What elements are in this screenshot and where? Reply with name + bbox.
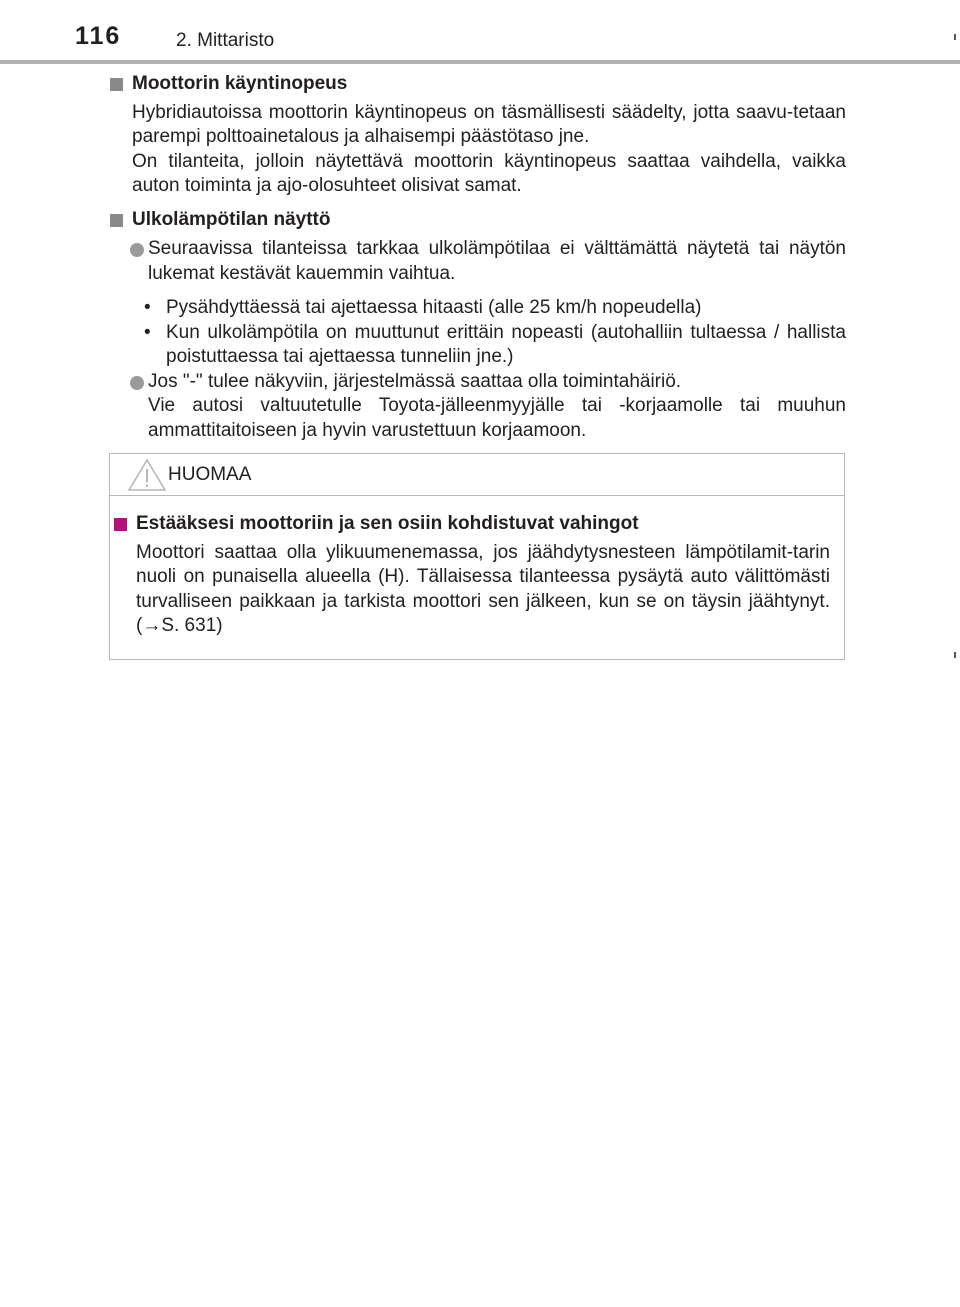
notice-body bbox=[114, 512, 830, 639]
main-content bbox=[110, 72, 846, 443]
sub-list-item: • Pysähdyttäessä tai ajettaessa hitaasti (alle 25 km/h nopeudella) bbox=[144, 297, 702, 318]
paragraph: On tilanteita, jolloin näytettävä moottorin käyntinopeus saattaa vaihdella, vaikka auton toiminta ja ajo-olosuhteet olisivat samat. bbox=[132, 150, 846, 196]
warning-triangle-icon bbox=[127, 458, 167, 492]
section-marker-icon bbox=[110, 78, 123, 91]
notice-header bbox=[110, 454, 844, 496]
bullet-dot-icon bbox=[130, 376, 144, 390]
crop-mark-bottom bbox=[954, 652, 956, 658]
notice-heading: Estääksesi moottoriin ja sen osiin kohdistuvat vahingot bbox=[114, 512, 830, 537]
bullet-item: Seuraavissa tilanteissa tarkkaa ulkolämpötilaa ei välttämättä näytetä tai näytön lukemat kestävät kauemmin vaihtua. bbox=[110, 237, 846, 286]
page-header bbox=[0, 0, 960, 64]
notice-paragraph: Moottori saattaa olla ylikuumenemassa, jos jäähdytysnesteen lämpötilamit-tarin nuoli on punaisella alueella (H). Tällaisessa tilanteessa pysäytä auto välittömästi turvalliseen paikkaan ja tarkista moottori sen jälkeen, kun se on täysin jäähtynyt. (→S. 631) bbox=[136, 541, 830, 636]
page-number: 116 bbox=[75, 22, 122, 50]
crop-mark-top bbox=[954, 34, 956, 40]
sub-list bbox=[110, 296, 846, 370]
notice-title: HUOMAA bbox=[168, 464, 252, 485]
section-heading-outside-temp: Ulkolämpötilan näyttö bbox=[110, 208, 846, 233]
notice-box bbox=[109, 453, 845, 660]
chapter-title: 2. Mittaristo bbox=[176, 30, 275, 51]
sub-list-item: • Kun ulkolämpötila on muuttunut erittäin nopeasti (autohalliin tultaessa / hallista poistuttaessa tai ajettaessa tunneliin jne.) bbox=[144, 321, 846, 367]
section-heading-engine-speed: Moottorin käyntinopeus bbox=[110, 72, 846, 97]
bullet-item: Jos "-" tulee näkyviin, järjestelmässä saattaa olla toimintahäiriö. Vie autosi valtuutetulle Toyota-jälleenmyyjälle tai -korjaamolle tai muuhun ammattitaitoiseen ja hyvin varustettuun korjaamoon. bbox=[110, 370, 846, 444]
paragraph: Hybridiautoissa moottorin käyntinopeus on täsmällisesti säädelty, jotta saavu-tetaan parempi polttoainetalous ja alhaisempi päästötaso jne. bbox=[132, 101, 846, 147]
bullet-dot-icon bbox=[130, 243, 144, 257]
header-rule bbox=[0, 60, 960, 64]
notice-marker-icon bbox=[114, 518, 127, 531]
section-marker-icon bbox=[110, 214, 123, 227]
